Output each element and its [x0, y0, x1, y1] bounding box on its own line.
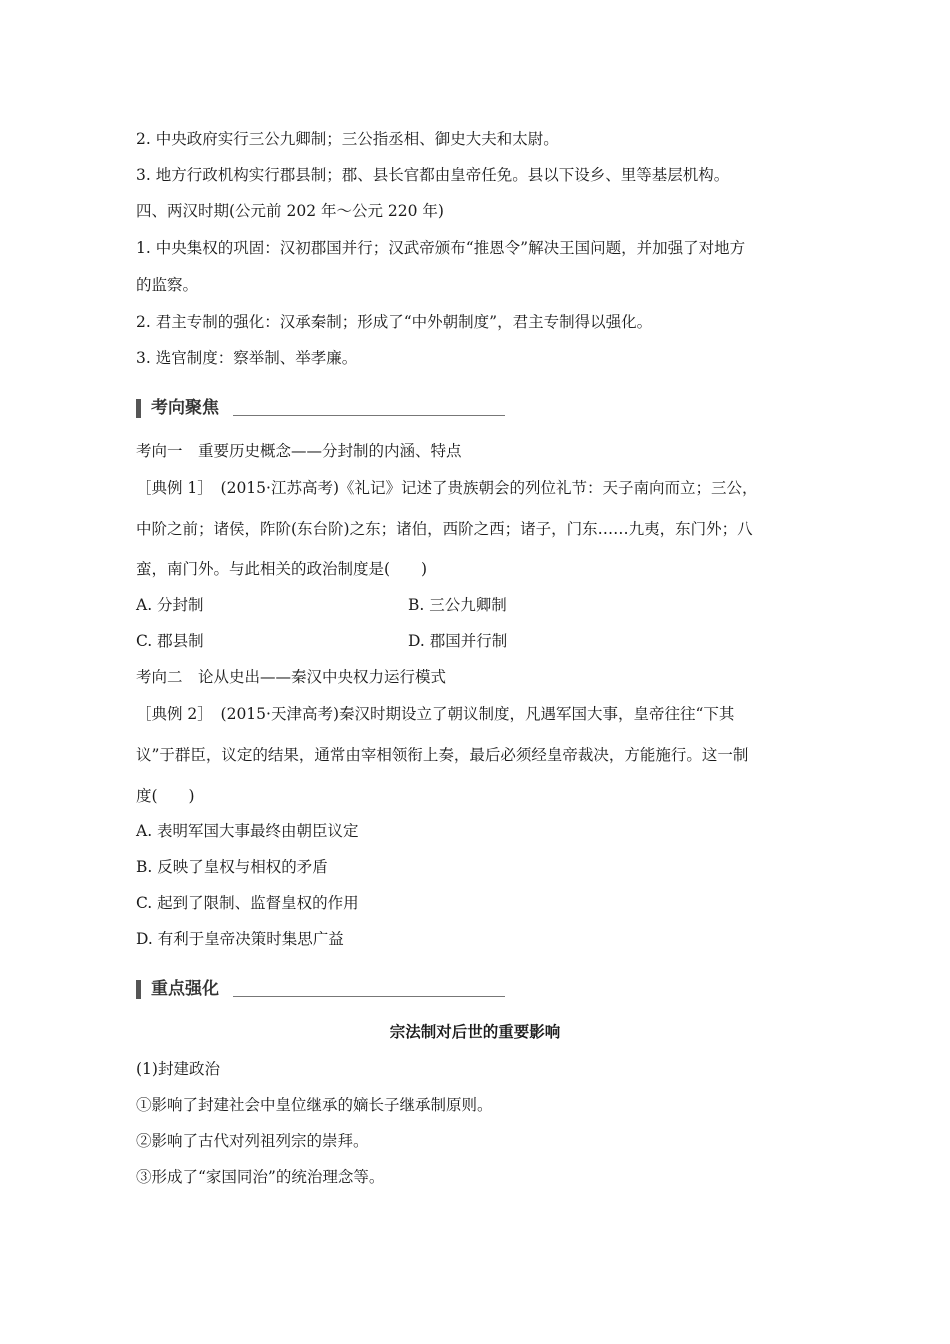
section-marker-icon — [136, 980, 141, 999]
direction-2-heading: 考向二 论从史出——秦汉中央权力运行模式 — [136, 668, 447, 686]
example-2-line-3: 度( ) — [136, 787, 195, 805]
han-item-1-line-2: 的监察。 — [136, 276, 199, 294]
han-heading: 四、两汉时期(公元前 202 年～公元 220 年) — [136, 202, 444, 220]
han-item-2: 2. 君主专制的强化：汉承秦制；形成了“中外朝制度”，君主专制得以强化。 — [136, 313, 653, 331]
example-2-option-a: A. 表明军国大事最终由朝臣议定 — [136, 822, 359, 840]
section-rule — [233, 996, 505, 997]
emphasis-item-2: ②影响了古代对列祖列宗的崇拜。 — [136, 1132, 369, 1150]
example-2-line-2: 议”于群臣，议定的结果，通常由宰相领衔上奏，最后必须经皇帝裁决，方能施行。这一制 — [136, 746, 749, 764]
han-item-1-line-1: 1. 中央集权的巩固：汉初郡国并行；汉武帝颁布“推恩令”解决王国问题，并加强了对地方 — [136, 239, 746, 257]
emphasis-item-3: ③形成了“家国同治”的统治理念等。 — [136, 1168, 385, 1186]
example-1-option-a: A. 分封制 — [136, 596, 204, 614]
section-title: 考向聚焦 — [151, 398, 219, 418]
example-1-option-c: C. 郡县制 — [136, 632, 204, 650]
example-1-option-d: D. 郡国并行制 — [408, 632, 508, 650]
emphasis-item-1: ①影响了封建社会中皇位继承的嫡长子继承制原则。 — [136, 1096, 493, 1114]
example-1-line-2: 中阶之前；诸侯，阼阶(东台阶)之东；诸伯，西阶之西；诸子，门东……九夷，东门外；八 — [136, 520, 753, 538]
paragraph-qin-local: 3. 地方行政机构实行郡县制；郡、县长官都由皇帝任免。县以下设乡、里等基层机构。 — [136, 166, 730, 184]
paragraph-qin-central: 2. 中央政府实行三公九卿制；三公指丞相、御史大夫和太尉。 — [136, 130, 559, 148]
emphasis-title: 宗法制对后世的重要影响 — [389, 1023, 561, 1041]
section-title: 重点强化 — [151, 979, 219, 999]
example-2-option-c: C. 起到了限制、监督皇权的作用 — [136, 894, 359, 912]
direction-1-heading: 考向一 重要历史概念——分封制的内涵、特点 — [136, 442, 462, 460]
section-header-focus — [136, 394, 505, 420]
han-item-3: 3. 选官制度：察举制、举孝廉。 — [136, 349, 358, 367]
section-header-emphasis — [136, 975, 505, 1001]
example-1-line-3: 蛮，南门外。与此相关的政治制度是( ) — [136, 560, 428, 578]
section-marker-icon — [136, 399, 141, 418]
example-1-option-b: B. 三公九卿制 — [408, 596, 507, 614]
example-2-option-b: B. 反映了皇权与相权的矛盾 — [136, 858, 328, 876]
example-2-option-d: D. 有利于皇帝决策时集思广益 — [136, 930, 344, 948]
emphasis-subheading: (1)封建政治 — [136, 1060, 220, 1078]
example-2-line-1: ［典例 2］ (2015·天津高考)秦汉时期设立了朝议制度，凡遇军国大事，皇帝往往“下其 — [136, 705, 735, 723]
section-rule — [233, 415, 505, 416]
example-1-line-1: ［典例 1］ (2015·江苏高考)《礼记》记述了贵族朝会的列位礼节：天子南向而立；三公， — [136, 479, 758, 497]
